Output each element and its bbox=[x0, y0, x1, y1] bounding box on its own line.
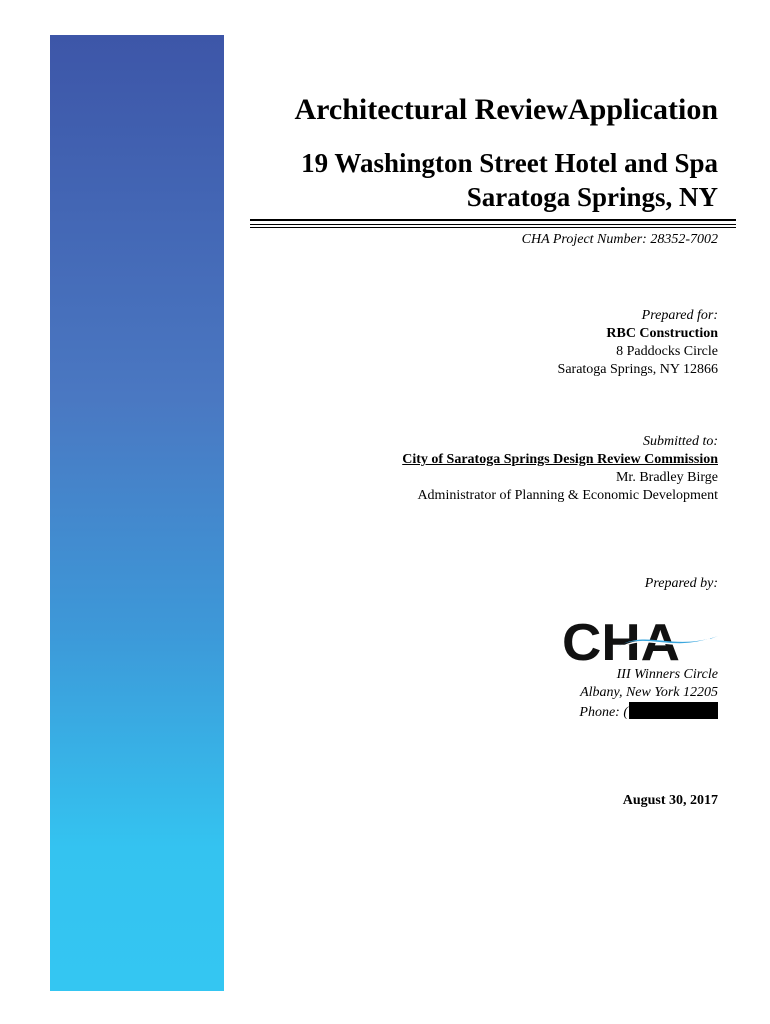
cha-phone-line bbox=[579, 702, 718, 722]
cha-logo-text: CHA bbox=[562, 614, 680, 664]
prepared-by-block bbox=[645, 575, 718, 593]
document-subtitle bbox=[301, 146, 718, 214]
cha-address-line-2: Albany, New York 12205 bbox=[580, 685, 718, 700]
submitted-to-block bbox=[402, 433, 718, 505]
title-rule-thick bbox=[250, 219, 736, 221]
cover-side-band bbox=[50, 35, 224, 991]
document-date: August 30, 2017 bbox=[622, 793, 718, 808]
subtitle-line-2: Saratoga Springs, NY bbox=[466, 182, 718, 212]
cha-logo bbox=[560, 612, 720, 664]
client-name: RBC Construction bbox=[606, 326, 718, 341]
commission-name: City of Saratoga Springs Design Review Commission bbox=[402, 452, 718, 467]
submitted-to-label: Submitted to: bbox=[642, 434, 718, 449]
document-title: Architectural ReviewApplication bbox=[294, 93, 718, 126]
recipient-name: Mr. Bradley Birge bbox=[615, 470, 718, 485]
client-address-line-2: Saratoga Springs, NY 12866 bbox=[557, 362, 718, 377]
prepared-for-block bbox=[558, 307, 718, 379]
prepared-for-label: Prepared for: bbox=[641, 308, 718, 323]
recipient-role: Administrator of Planning & Economic Development bbox=[417, 488, 718, 503]
cha-address-block bbox=[579, 666, 718, 722]
title-rule-thin bbox=[250, 227, 736, 228]
title-rule-thin bbox=[250, 224, 736, 225]
project-number: CHA Project Number: 28352-7002 bbox=[521, 232, 718, 247]
subtitle-line-1: 19 Washington Street Hotel and Spa bbox=[301, 148, 718, 178]
prepared-by-label: Prepared by: bbox=[644, 576, 718, 591]
redaction-box bbox=[629, 702, 718, 719]
cha-address-line-1: III Winners Circle bbox=[616, 667, 718, 682]
client-address-line-1: 8 Paddocks Circle bbox=[616, 344, 718, 359]
phone-label: Phone: ( bbox=[579, 705, 628, 720]
